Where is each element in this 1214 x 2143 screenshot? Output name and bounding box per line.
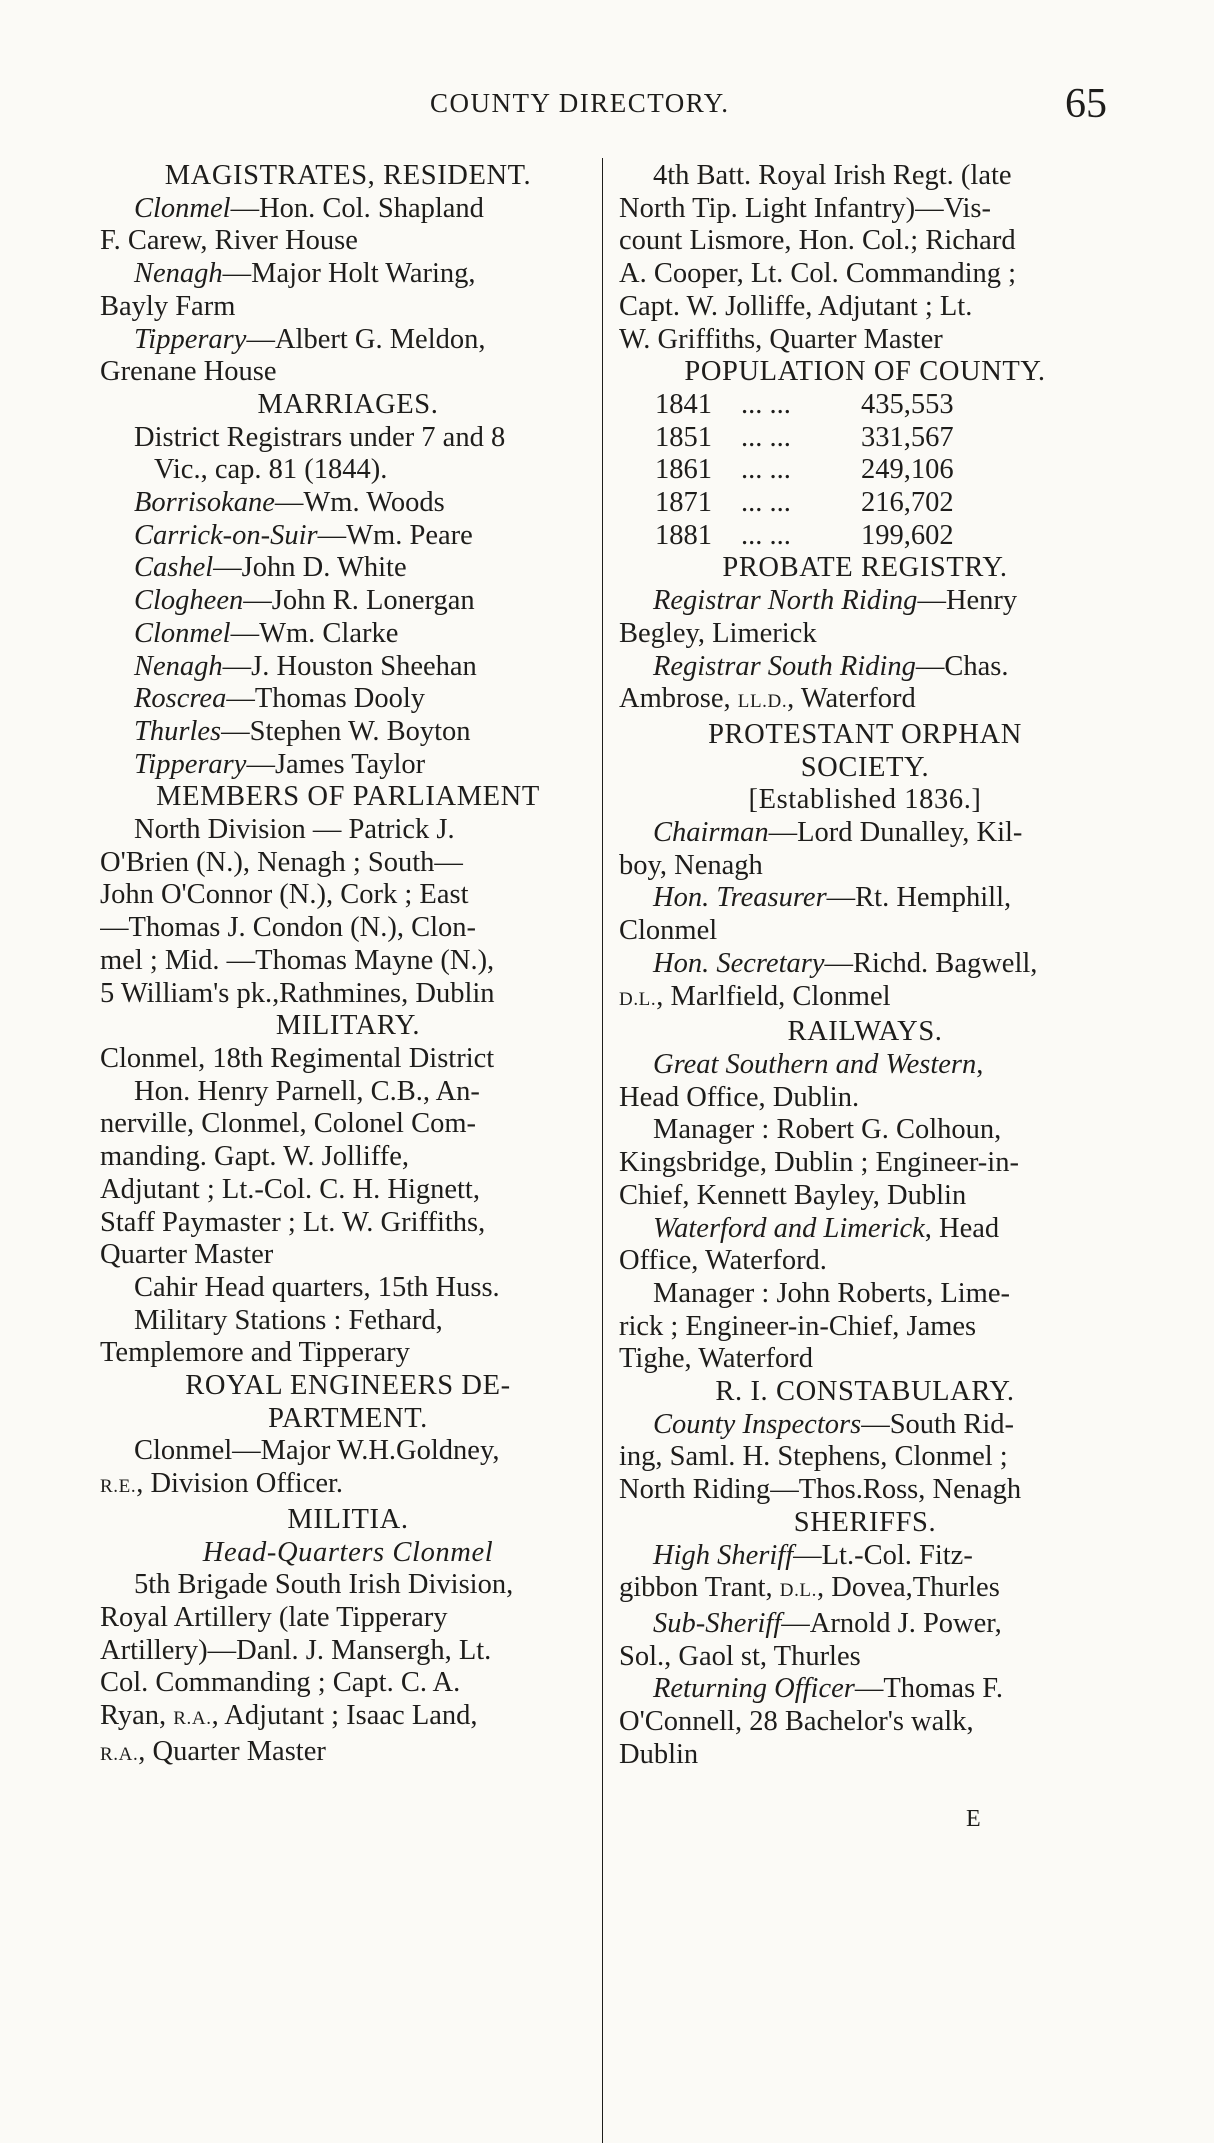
continuation-line: [100, 1736, 596, 1772]
right-column: [619, 160, 1111, 1771]
text-run: —Wm. Peare: [317, 519, 473, 551]
entry-line: Cahir Head quarters, 15th Huss.: [134, 1271, 500, 1303]
italic-label: Hon. Treasurer: [653, 882, 827, 914]
text-run: gibbon Trant,: [619, 1572, 780, 1604]
section-heading: SHERIFFS.: [793, 1506, 937, 1538]
population-row: [619, 454, 1111, 487]
population-year: 1861: [655, 454, 712, 486]
section-heading: MEMBERS OF PARLIAMENT: [156, 781, 540, 813]
continuation-line: mel ; Mid. —Thomas Mayne (N.),: [100, 944, 495, 976]
section-heading: POPULATION OF COUNTY.: [684, 356, 1046, 388]
entry-line: [100, 552, 596, 585]
population-value: 249,106: [861, 454, 954, 486]
signature-mark: E: [966, 1806, 981, 1832]
section-heading: PROBATE REGISTRY.: [722, 552, 1008, 584]
entry-line: [100, 683, 596, 716]
entry-line: [619, 1540, 1111, 1573]
italic-label: Returning Officer: [653, 1673, 855, 1705]
continuation-line: [619, 1572, 1111, 1608]
continuation-line: Quarter Master: [100, 1239, 274, 1271]
text-run: —Richd. Bagwell,: [824, 947, 1038, 979]
population-value: 435,553: [861, 388, 954, 420]
column-divider: [602, 158, 603, 2143]
italic-label: Tipperary: [134, 323, 247, 355]
population-dots: ... ...: [741, 454, 791, 486]
continuation-line: —Thomas J. Condon (N.), Clon-: [100, 912, 477, 944]
entry-line: [100, 258, 596, 291]
continuation-line: [619, 981, 1111, 1017]
text-run: , Adjutant ; Isaac Land,: [211, 1700, 478, 1732]
italic-label: Carrick-on-Suir: [134, 519, 318, 551]
continuation-line: Sol., Gaol st, Thurles: [619, 1640, 861, 1672]
continuation-line: 5 William's pk.,Rathmines, Dublin: [100, 977, 495, 1009]
population-row: [619, 487, 1111, 520]
continuation-line: Artillery)—Danl. J. Mansergh, Lt.: [100, 1634, 492, 1666]
text-run: , Head: [924, 1212, 1000, 1244]
text-run: —South Rid-: [861, 1408, 1014, 1440]
entry-line: [100, 324, 596, 357]
entry-line: North Division — Patrick J.: [134, 814, 455, 846]
text-run: —Arnold J. Power,: [781, 1607, 1002, 1639]
italic-label: Registrar South Riding: [653, 650, 916, 682]
continuation-line: ing, Saml. H. Stephens, Clonmel ;: [619, 1441, 1008, 1473]
continuation-line: Clonmel, 18th Regimental District: [100, 1042, 495, 1074]
entry-line: [100, 193, 596, 226]
page-number: 65: [1065, 81, 1107, 127]
text-run: —Thomas Dooly: [226, 683, 426, 715]
population-row: [619, 389, 1111, 422]
italic-label: Thurles: [134, 715, 222, 747]
continuation-line: Chief, Kennett Bayley, Dublin: [619, 1179, 967, 1211]
continuation-line: manding. Gapt. W. Jolliffe,: [100, 1141, 409, 1173]
continuation-line: F. Carew, River House: [100, 225, 358, 257]
entry-line: [619, 882, 1111, 915]
continuation-line: North Tip. Light Infantry)—Vis-: [619, 192, 991, 224]
text-run: Ambrose,: [619, 683, 738, 715]
continuation-line: rick ; Engineer-in-Chief, James: [619, 1310, 977, 1342]
continuation-line: [619, 683, 1111, 719]
continuation-line: count Lismore, Hon. Col.; Richard: [619, 225, 1016, 257]
entry-line: [100, 618, 596, 651]
text-run: —Wm. Clarke: [230, 617, 399, 649]
continuation-line: nerville, Clonmel, Colonel Com-: [100, 1108, 476, 1140]
text-run: , Dovea,Thurles: [816, 1572, 1000, 1604]
text-run: —Hon. Col. Shapland: [230, 192, 484, 224]
text-run: , Division Officer.: [136, 1468, 344, 1500]
entry-line: Manager : Robert G. Colhoun,: [653, 1114, 1002, 1146]
italic-label: Registrar North Riding: [653, 585, 918, 617]
italic-label: Hon. Secretary: [653, 947, 825, 979]
continuation-line: Tighe, Waterford: [619, 1343, 814, 1375]
population-year: 1871: [655, 487, 712, 519]
continuation-line: [100, 1700, 596, 1736]
section-heading: PARTMENT.: [268, 1402, 428, 1434]
italic-label: Clonmel: [134, 192, 231, 224]
abbreviation: R.E.: [100, 1476, 137, 1498]
entry-line: [100, 585, 596, 618]
continuation-line: Templemore and Tipperary: [100, 1337, 410, 1369]
entry-line: Military Stations : Fethard,: [134, 1304, 443, 1336]
italic-label: Nenagh: [134, 650, 223, 682]
population-row: [619, 422, 1111, 455]
italic-label: Waterford and Limerick: [653, 1212, 925, 1244]
running-head: [0, 81, 1214, 136]
population-value: 199,602: [861, 519, 954, 551]
text-run: —Chas.: [915, 650, 1009, 682]
continuation-line: Capt. W. Jolliffe, Adjutant ; Lt.: [619, 290, 973, 322]
entry-line: [619, 1673, 1111, 1706]
section-heading: R. I. CONSTABULARY.: [715, 1376, 1015, 1408]
entry-line: [619, 1409, 1111, 1442]
entry-line: [619, 817, 1111, 850]
population-year: 1841: [655, 388, 712, 420]
entry-line: [619, 1049, 1111, 1082]
continuation-line: Clonmel: [619, 915, 718, 947]
continuation-line: O'Brien (N.), Nenagh ; South—: [100, 846, 463, 878]
italic-label: County Inspectors: [653, 1408, 862, 1440]
text-run: —Albert G. Meldon,: [246, 323, 486, 355]
text-run: —Stephen W. Boyton: [221, 715, 471, 747]
section-heading: MARRIAGES.: [257, 388, 439, 420]
section-heading: MILITIA.: [287, 1503, 409, 1535]
continuation-line: W. Griffiths, Quarter Master: [619, 323, 943, 355]
text-run: —James Taylor: [246, 748, 426, 780]
continuation-line: John O'Connor (N.), Cork ; East: [100, 879, 469, 911]
italic-label: Roscrea: [134, 683, 227, 715]
continuation-line: [100, 1468, 596, 1504]
section-heading: ROYAL ENGINEERS DE-: [185, 1370, 511, 1402]
section-heading: MILITARY.: [275, 1010, 421, 1042]
population-dots: ... ...: [741, 388, 791, 420]
population-year: 1851: [655, 421, 712, 453]
italic-label: Nenagh: [134, 258, 223, 290]
text-run: —J. Houston Sheehan: [222, 650, 477, 682]
abbreviation: D.L.: [619, 988, 657, 1010]
italic-label: Chairman: [653, 817, 769, 849]
text-run: —Wm. Woods: [274, 487, 445, 519]
entry-line: [100, 520, 596, 553]
population-dots: ... ...: [741, 487, 791, 519]
entry-line: [100, 716, 596, 749]
entry-line: [100, 487, 596, 520]
abbreviation: R.A.: [100, 1743, 139, 1765]
section-heading: [Established 1836.]: [748, 784, 982, 816]
continuation-line: Col. Commanding ; Capt. C. A.: [100, 1667, 461, 1699]
italic-label: Tipperary: [134, 748, 247, 780]
italic-label: Clonmel: [134, 617, 231, 649]
continuation-line: Royal Artillery (late Tipperary: [100, 1601, 448, 1633]
continuation-line: Dublin: [619, 1738, 699, 1770]
entry-line: District Registrars under 7 and 8: [134, 421, 506, 453]
text-run: , Marlfield, Clonmel: [656, 980, 891, 1012]
text-run: , Waterford: [787, 683, 916, 715]
text-run: ,: [976, 1048, 984, 1080]
entry-line: 5th Brigade South Irish Division,: [134, 1569, 514, 1601]
entry-line: Hon. Henry Parnell, C.B., An-: [134, 1075, 480, 1107]
abbreviation: D.L.: [779, 1580, 817, 1602]
running-title: COUNTY DIRECTORY.: [430, 88, 730, 118]
italic-label: Clogheen: [134, 585, 244, 617]
population-value: 216,702: [861, 487, 954, 519]
continuation-line: O'Connell, 28 Bachelor's walk,: [619, 1706, 974, 1738]
sub-heading: Head-Quarters Clonmel: [202, 1536, 494, 1568]
italic-label: High Sheriff: [653, 1539, 794, 1571]
entry-line: [619, 651, 1111, 684]
continuation-line: Office, Waterford.: [619, 1245, 827, 1277]
continuation-line: Kingsbridge, Dublin ; Engineer-in-: [619, 1147, 1019, 1179]
abbreviation: R.A.: [173, 1708, 212, 1730]
section-heading: PROTESTANT ORPHAN: [708, 718, 1022, 750]
entry-line: [619, 1608, 1111, 1641]
entry-line: Clonmel—Major W.H.Goldney,: [134, 1435, 500, 1467]
section-heading: MAGISTRATES, RESIDENT.: [164, 160, 532, 191]
section-heading: RAILWAYS.: [787, 1016, 943, 1048]
entry-line: [619, 1213, 1111, 1246]
text-run: —John D. White: [213, 552, 407, 584]
italic-label: Sub-Sheriff: [653, 1607, 782, 1639]
entry-line: [619, 948, 1111, 981]
text-run: —Lord Dunalley, Kil-: [768, 817, 1023, 849]
entry-line: [100, 651, 596, 684]
continuation-line: Head Office, Dublin.: [619, 1081, 860, 1113]
section-heading: SOCIETY.: [800, 751, 930, 783]
text-run: —John R. Lonergan: [243, 585, 475, 617]
population-row: [619, 520, 1111, 553]
abbreviation: LL.D.: [737, 691, 788, 713]
italic-label: Cashel: [134, 552, 214, 584]
continuation-line: Bayly Farm: [100, 290, 236, 322]
entry-line: 4th Batt. Royal Irish Regt. (late: [653, 160, 1012, 191]
text-run: —Major Holt Waring,: [222, 258, 476, 290]
entry-line: [100, 749, 596, 782]
entry-line: Manager : John Roberts, Lime-: [653, 1277, 1010, 1309]
continuation-line: A. Cooper, Lt. Col. Commanding ;: [619, 258, 1017, 290]
continuation-line: North Riding—Thos.Ross, Nenagh: [619, 1474, 1022, 1506]
continuation-line: boy, Nenagh: [619, 849, 763, 881]
text-run: Ryan,: [100, 1700, 174, 1732]
text-run: —Henry: [917, 585, 1018, 617]
text-run: —Rt. Hemphill,: [826, 882, 1012, 914]
population-year: 1881: [655, 519, 712, 551]
entry-line: [619, 585, 1111, 618]
population-dots: ... ...: [741, 421, 791, 453]
continuation-line: Grenane House: [100, 356, 277, 388]
left-column: [100, 160, 596, 1771]
population-value: 331,567: [861, 421, 954, 453]
entry-line: Vic., cap. 81 (1844).: [154, 454, 388, 486]
italic-label: Great Southern and Western: [653, 1048, 977, 1080]
continuation-line: Begley, Limerick: [619, 617, 817, 649]
text-run: —Lt.-Col. Fitz-: [793, 1539, 973, 1571]
italic-label: Borrisokane: [134, 487, 275, 519]
population-dots: ... ...: [741, 519, 791, 551]
text-run: , Quarter Master: [138, 1735, 326, 1767]
continuation-line: Staff Paymaster ; Lt. W. Griffiths,: [100, 1206, 486, 1238]
text-run: —Thomas F.: [854, 1673, 1003, 1705]
continuation-line: Adjutant ; Lt.-Col. C. H. Hignett,: [100, 1173, 480, 1205]
